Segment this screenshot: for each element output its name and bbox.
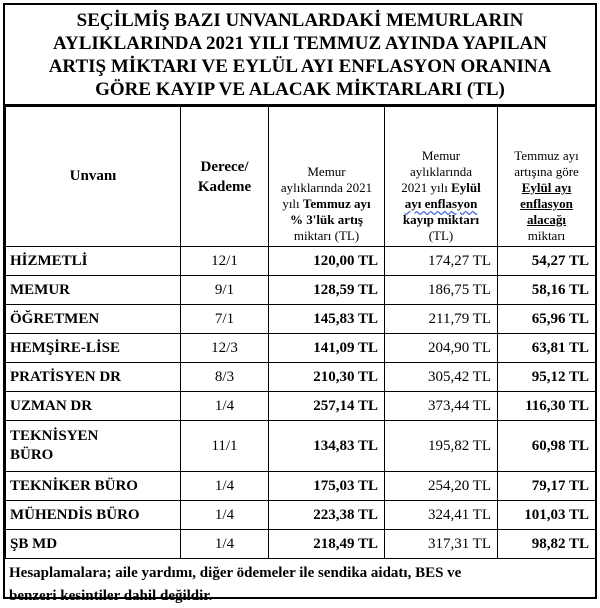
footnote [5, 559, 595, 608]
row-derece: 11/1 [181, 421, 269, 472]
row-kayip: 317,31 TL [385, 530, 498, 559]
row-derece: 1/4 [181, 472, 269, 501]
header-derece-line-2: Kademe [197, 178, 252, 195]
header-artis [269, 107, 385, 247]
row-artis: 141,09 TL [269, 334, 385, 363]
row-artis: 175,03 TL [269, 472, 385, 501]
header-kayip [385, 107, 498, 247]
row-alacak: 63,81 TL [498, 334, 596, 363]
header-kayip-line-3: 2021 yılı [401, 180, 452, 195]
header-alacak-line-4: enflasyon [520, 196, 573, 211]
table-row [6, 501, 596, 530]
table-row [6, 472, 596, 501]
row-artis: 223,38 TL [269, 501, 385, 530]
row-name: HİZMETLİ [6, 247, 181, 276]
header-row [6, 107, 596, 247]
row-artis: 145,83 TL [269, 305, 385, 334]
title-line-4: GÖRE KAYIP VE ALACAK MİKTARLARI (TL) [95, 78, 505, 100]
header-kayip-line-5: kayıp miktarı [402, 212, 480, 227]
row-kayip: 186,75 TL [385, 276, 498, 305]
row-artis: 257,14 TL [269, 392, 385, 421]
table-row [6, 247, 596, 276]
header-kayip-line-6: (TL) [428, 228, 454, 243]
row-kayip: 174,27 TL [385, 247, 498, 276]
header-alacak-line-3: Eylül ayı [521, 180, 572, 195]
header-artis-line-2: aylıklarında 2021 [280, 180, 373, 195]
row-artis: 134,83 TL [269, 421, 385, 472]
row-alacak: 54,27 TL [498, 247, 596, 276]
row-alacak: 116,30 TL [498, 392, 596, 421]
table-row [6, 421, 596, 472]
row-derece: 1/4 [181, 501, 269, 530]
salary-table [5, 106, 596, 559]
row-derece: 9/1 [181, 276, 269, 305]
table-row [6, 334, 596, 363]
row-derece: 12/1 [181, 247, 269, 276]
row-derece: 7/1 [181, 305, 269, 334]
row-alacak: 58,16 TL [498, 276, 596, 305]
row-kayip: 195,82 TL [385, 421, 498, 472]
row-alacak: 65,96 TL [498, 305, 596, 334]
header-artis-line-3b: Temmuz ayı [302, 196, 371, 211]
row-name [6, 421, 181, 472]
row-name: ÖĞRETMEN [6, 305, 181, 334]
row-alacak: 95,12 TL [498, 363, 596, 392]
header-unvan: Unvanı [6, 107, 181, 247]
header-artis-line-5: miktarı (TL) [293, 228, 360, 243]
row-artis: 210,30 TL [269, 363, 385, 392]
row-name: PRATİSYEN DR [6, 363, 181, 392]
row-derece: 12/3 [181, 334, 269, 363]
row-name: MÜHENDİS BÜRO [6, 501, 181, 530]
table-row [6, 305, 596, 334]
header-alacak [498, 107, 596, 247]
header-kayip-line-1: Memur [421, 148, 461, 163]
document-title [5, 5, 595, 106]
row-artis: 218,49 TL [269, 530, 385, 559]
title-line-2: AYLIKLARINDA 2021 YILI TEMMUZ AYINDA YAPILAN [53, 32, 547, 54]
row-name: HEMŞİRE-LİSE [6, 334, 181, 363]
header-kayip-line-2: aylıklarında [409, 164, 473, 179]
row-alacak: 60,98 TL [498, 421, 596, 472]
title-line-3: ARTIŞ MİKTARI VE EYLÜL AYI ENFLASYON ORANINA [48, 55, 552, 77]
table-row [6, 276, 596, 305]
row-alacak: 79,17 TL [498, 472, 596, 501]
footnote-line-2: benzeri kesintiler dahil değildir. [9, 588, 213, 604]
table-row [6, 363, 596, 392]
row-kayip: 373,44 TL [385, 392, 498, 421]
row-kayip: 204,90 TL [385, 334, 498, 363]
header-derece [181, 107, 269, 247]
header-kayip-line-3b: Eylül [451, 180, 481, 195]
header-kayip-line-4: ayı enflasyon [404, 196, 478, 211]
table-row [6, 392, 596, 421]
header-alacak-line-1: Temmuz ayı [514, 148, 579, 163]
row-artis: 128,59 TL [269, 276, 385, 305]
row-derece: 1/4 [181, 392, 269, 421]
row-derece: 1/4 [181, 530, 269, 559]
salary-table-document [3, 3, 597, 604]
row-name: UZMAN DR [6, 392, 181, 421]
row-name: MEMUR [6, 276, 181, 305]
table-row [6, 530, 596, 559]
header-artis-line-4: % 3'lük artış [290, 212, 363, 227]
header-alacak-line-5: alacağı [527, 212, 566, 227]
header-alacak-line-2: artışına göre [514, 164, 579, 179]
header-derece-line-1: Derece/ [200, 158, 249, 175]
header-artis-line-1: Memur [307, 164, 346, 179]
row-name: TEKNİKER BÜRO [6, 472, 181, 501]
row-kayip: 211,79 TL [385, 305, 498, 334]
row-kayip: 254,20 TL [385, 472, 498, 501]
header-artis-line-3: yılı [282, 196, 303, 211]
row-name-line-2: BÜRO [10, 447, 54, 463]
row-derece: 8/3 [181, 363, 269, 392]
row-kayip: 324,41 TL [385, 501, 498, 530]
row-kayip: 305,42 TL [385, 363, 498, 392]
row-name: ŞB MD [6, 530, 181, 559]
footnote-line-1: Hesaplamalara; aile yardımı, diğer ödemeler ile sendika aidatı, BES ve [9, 565, 462, 581]
row-alacak: 98,82 TL [498, 530, 596, 559]
title-line-1: SEÇİLMİŞ BAZI UNVANLARDAKİ MEMURLARIN [76, 9, 524, 31]
row-alacak: 101,03 TL [498, 501, 596, 530]
header-alacak-line-6: miktarı [527, 228, 566, 243]
row-artis: 120,00 TL [269, 247, 385, 276]
row-name-line-1: TEKNİSYEN [10, 428, 99, 444]
